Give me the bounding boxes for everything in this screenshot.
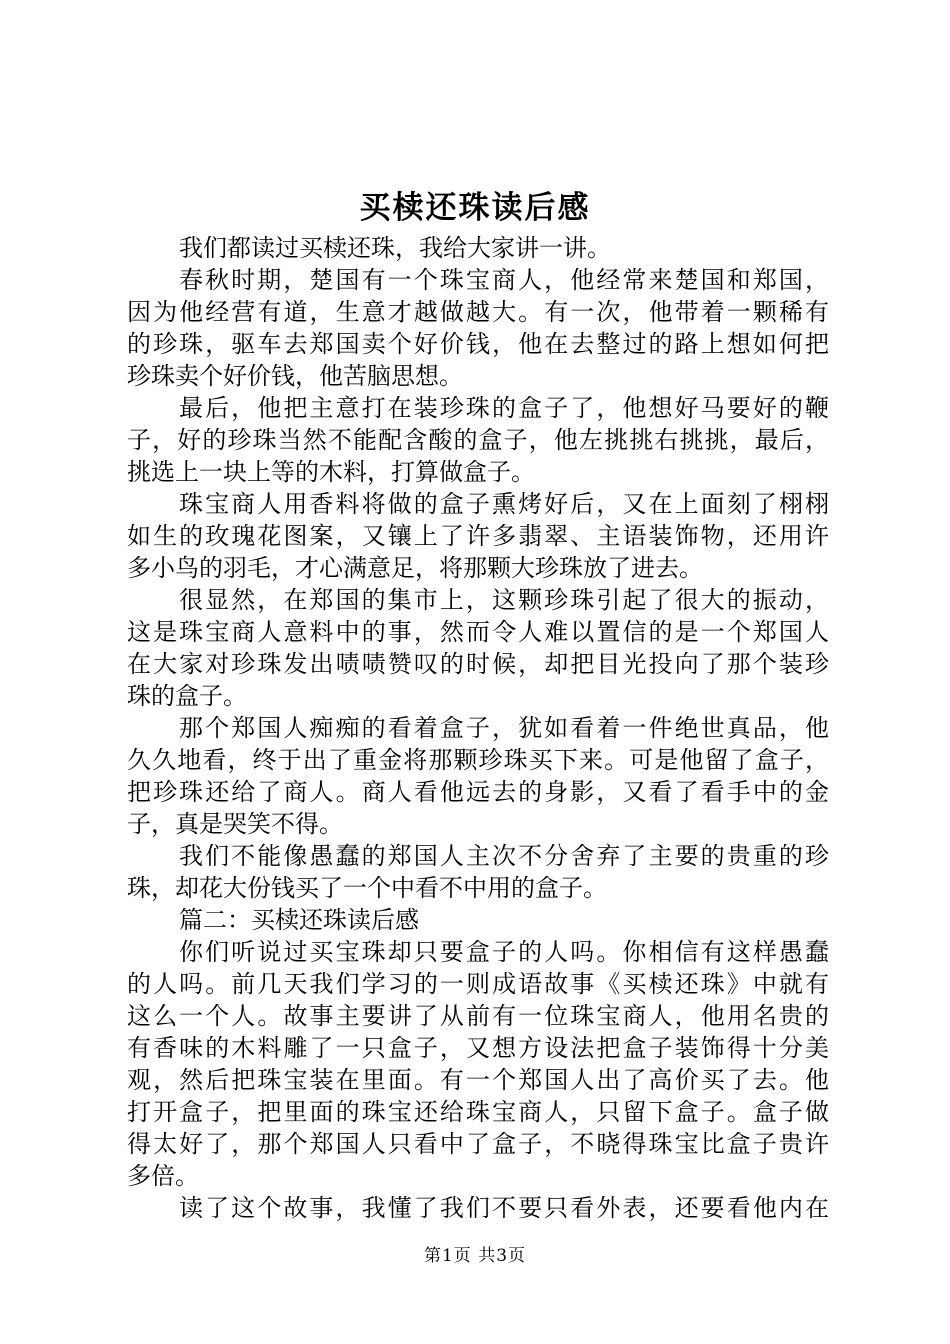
text-line: 这么一个人。故事主要讲了从前有一位珠宝商人，他用名贵的 [127, 1002, 829, 1030]
section-heading: 篇二：买椟还珠读后感 [179, 906, 419, 934]
text-line: 珠宝商人用香料将做的盒子熏烤好后，又在上面刻了栩栩 [179, 490, 829, 518]
text-line: 久久地看，终于出了重金将那颗珍珠买下来。可是他留了盒子， [127, 746, 829, 774]
text-line: 打开盒子，把里面的珠宝还给珠宝商人，只留下盒子。盒子做 [127, 1098, 829, 1126]
text-line: 珠，却花大份钱买了一个中看不中用的盒子。 [127, 874, 607, 902]
text-line: 在大家对珍珠发出啧啧赞叹的时候，却把目光投向了那个装珍 [127, 650, 829, 678]
text-line: 珍珠卖个好价钱，他苦脑思想。 [127, 362, 463, 390]
text-line: 子，好的珍珠当然不能配含酸的盒子，他左挑挑右挑挑，最后， [127, 426, 829, 454]
text-line: 如生的玫瑰花图案，又镶上了许多翡翠、主语装饰物，还用许 [127, 522, 829, 550]
text-line: 珠的盒子。 [127, 682, 247, 710]
text-line: 观，然后把珠宝装在里面。有一个郑国人出了高价买了去。他 [127, 1066, 829, 1094]
text-line: 那个郑国人痴痴的看着盒子，犹如看着一件绝世真品，他 [179, 714, 829, 742]
text-line: 很显然，在郑国的集市上，这颗珍珠引起了很大的振动， [179, 586, 829, 614]
text-line: 读了这个故事，我懂了我们不要只看外表，还要看他内在 [179, 1194, 829, 1222]
text-line: 你们听说过买宝珠却只要盒子的人吗。你相信有这样愚蠢 [179, 938, 829, 966]
text-line: 把珍珠还给了商人。商人看他远去的身影，又看了看手中的金 [127, 778, 829, 806]
text-line: 我们都读过买椟还珠，我给大家讲一讲。 [179, 234, 611, 262]
text-line: 得太好了，那个郑国人只看中了盒子，不晓得珠宝比盒子贵许 [127, 1130, 829, 1158]
text-line: 子，真是哭笑不得。 [127, 810, 343, 838]
text-line: 有香味的木料雕了一只盒子，又想方设法把盒子装饰得十分美 [127, 1034, 829, 1062]
page-footer: 第1页 共3页 [423, 1246, 527, 1266]
text-line: 这是珠宝商人意料中的事，然而令人难以置信的是一个郑国人 [127, 618, 829, 646]
text-line: 春秋时期，楚国有一个珠宝商人，他经常来楚国和郑国， [179, 266, 829, 294]
document-body [127, 232, 829, 1224]
text-line: 多小鸟的羽毛，才心满意足，将那颗大珍珠放了进去。 [127, 554, 703, 582]
text-line: 我们不能像愚蠢的郑国人主次不分舍弃了主要的贵重的珍 [179, 842, 829, 870]
text-line: 的珍珠，驱车去郑国卖个好价钱，他在去整过的路上想如何把 [127, 330, 829, 358]
text-line: 最后，他把主意打在装珍珠的盒子了，他想好马要好的鞭 [179, 394, 829, 422]
document-title: 买椟还珠读后感 [359, 190, 591, 226]
text-line: 挑选上一块上等的木料，打算做盒子。 [127, 458, 535, 486]
text-line: 的人吗。前几天我们学习的一则成语故事《买椟还珠》中就有 [127, 970, 829, 998]
text-line: 多倍。 [127, 1162, 199, 1190]
text-line: 因为他经营有道，生意才越做越大。有一次，他带着一颗稀有 [127, 298, 829, 326]
